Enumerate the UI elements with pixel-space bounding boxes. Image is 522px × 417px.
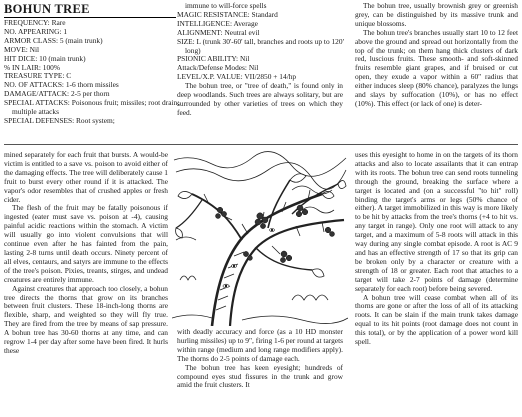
column-one: [4, 151, 168, 356]
stat-line: TREASURE TYPE: C: [4, 71, 72, 81]
stat-line: immune to will-force spells: [185, 1, 267, 10]
paragraph: uses this eyesight to home in on the targets of its thorn attacks and also to locate assailants that it can entrap with its roots. The bohun tree can send roots tunneling through the ground, breaking the surface where a target is located and (on a successful "to hit" roll) binding the target's arms or legs (50% chance of either). A target immobilized in this way is more likely to be hit by attacks from the tree's thorns (+4 to hit vs. any target in range). Only one root will attack to any target, and a maximum of 5-8 roots will attack in this way during any single combat episode. A root is AC 9 and has an effective strength of 17 so that its grip can be broken only by a character or creature with a strength of 18 or greater. Each root that attaches to a target will take 2-7 points of damage (determine separately for each root) before being severed.: [355, 150, 518, 293]
stat-line: INTELLIGENCE: Average: [177, 18, 258, 28]
column-three-top: [355, 2, 518, 109]
paragraph: The bohun tree has keen eyesight; hundreds of compound eyes stud fissures in the trunk and grow amid the fruit clusters. It: [177, 362, 343, 390]
stat-line: SPECIAL DEFENSES: Root system;: [4, 115, 115, 125]
tree-drawing: [172, 150, 348, 326]
stat-line: ALIGNMENT: Neutral evil: [177, 27, 260, 37]
stat-block-left: [4, 19, 180, 126]
section-divider: [4, 144, 518, 145]
paragraph: with deadly accuracy and force (as a 10 HD monster hurling missiles) up to 9", firing 1-6 per round at targets within range (medium and long range modifiers apply). The thorns do 2-5 points of damage each.: [177, 327, 343, 363]
stat-line: NO. APPEARING: 1: [4, 26, 68, 36]
stat-line: % IN LAIR: 100%: [4, 62, 61, 72]
stat-block-right: [177, 2, 347, 82]
stat-line: PSIONIC ABILITY: Nil: [177, 54, 250, 64]
stat-line: FREQUENCY: Rare: [4, 18, 66, 27]
page-title: BOHUN TREE: [4, 2, 176, 18]
paragraph: The flesh of the fruit may be fatally poisonous if ingested (eater must save vs. poison at -4), causing painful acidic reactions within the stomach. A victim will usually go into violent convulsions that will continue even after he has fainted from the pain, lasting 2-8 turns until death occurs. Ninety percent of all elves, centaurs, and satyrs are immune to the effects of the tree's poison. Pixies, treants, stirges, and undead creatures are entirely immune.: [4, 203, 168, 284]
stat-line: DAMAGE/ATTACK: 2-5 per thorn: [4, 89, 110, 99]
paragraph: Against creatures that approach too closely, a bohun tree directs the thorns that grow on its branches between fruit clusters. These 18-inch-long thorns are flexible, sharp, and weighted so they will fly true. They are fired from the tree by means of sap pressure. A bohun tree has 30-60 thorns at any time, and can regrow 1-4 per day after some have been fired. It hurls these: [4, 283, 168, 355]
stat-line: MOVE: Nil: [4, 44, 40, 54]
stat-line: MAGIC RESISTANCE: Standard: [177, 9, 278, 19]
paragraph: mined separately for each fruit that bursts. A would-be victim is entitled to a save vs. poison to avoid either of the damaging effects. The tree will deliberately cause 1 fruit to burst every other round if it is attacked. The vapor's odor resembles that of crushed apples or fresh cider.: [4, 150, 168, 204]
stat-line: ARMOR CLASS: 5 (main trunk): [4, 35, 103, 45]
column-two: [177, 328, 343, 390]
stat-line: Attack/Defense Modes: Nil: [177, 63, 259, 73]
bohun-tree-illustration: [172, 150, 348, 326]
paragraph: The bohun tree, or "tree of death," is found only in deep woodlands. Such trees are always solitary, but are surrounded by other varieties of trees on which they feed.: [177, 81, 343, 117]
column-three: [355, 151, 518, 347]
paragraph: A bohun tree will cease combat when all of its thorns are gone or after the loss of all of its attacking roots. It can be slain if the main trunk takes damage equal to its hit points (root damage does not count in this total), or by the application of a power word kill spell.: [355, 292, 518, 347]
stat-line: HIT DICE: 10 (main trunk): [4, 53, 86, 63]
stat-line: SPECIAL ATTACKS: Poisonous fruit; missiles; root drain; multiple attacks: [4, 98, 180, 117]
paragraph: The bohun tree's branches usually start 10 to 12 feet above the ground and spread out horizontally from the top of the trunk; on them hang thick clusters of dark red, luscious fruits. These smooth- and soft-skinned fruits resemble giant grapes, and if bruised or cut open, they exude a vapor within a 60" radius that either induces sleep (80% chance), paralyzes the lungs and slays by suffocation (10%), or has no effect (10%). This effect (or lack of one) is deter-: [355, 27, 518, 108]
stat-line: LEVEL/X.P. VALUE: VII/2850 + 14/hp: [177, 72, 297, 82]
stat-line: NO. OF ATTACKS: 1-6 thorn missiles: [4, 80, 119, 90]
paragraph: The bohun tree, usually brownish grey or greenish grey, can be distinguished by its massive trunk and unique blossoms.: [355, 1, 518, 28]
intro-paragraph: [177, 82, 343, 118]
stat-line: SIZE: L (trunk 30'-60' tall, branches and roots up to 120' long): [177, 36, 344, 55]
